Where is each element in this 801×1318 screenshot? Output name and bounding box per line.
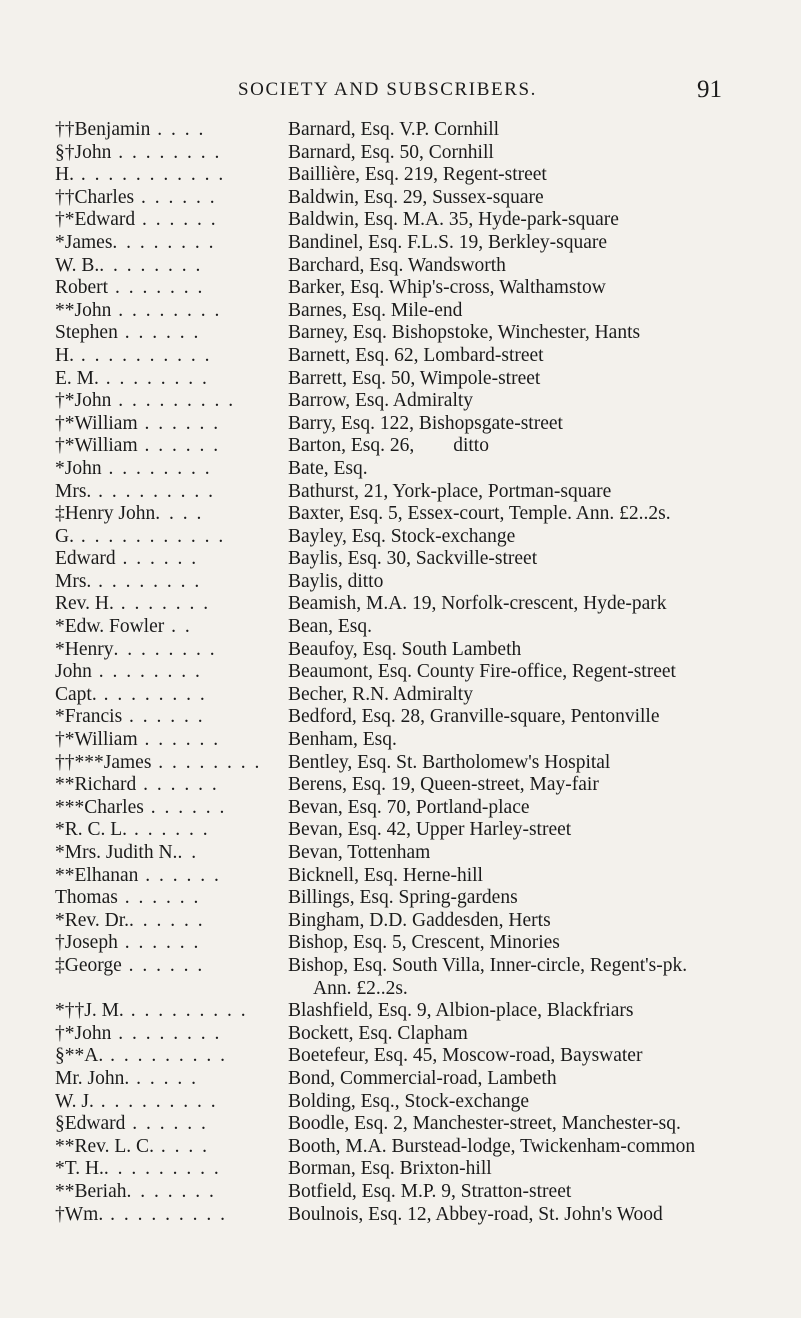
subscriber-name: *††J. M. . . . . . . . . . [55, 1000, 248, 1022]
subscriber-name: *Francis . . . . . . [55, 706, 205, 728]
subscriber-name: ††Benjamin . . . . [55, 119, 206, 140]
subscriber-name: E. M. . . . . . . . . [55, 367, 209, 389]
subscriber-detail: Bevan, Esq. 42, Upper Harley-street [288, 819, 572, 841]
subscriber-detail: Becher, R.N. Admiralty [288, 683, 473, 705]
list-item [0, 684, 801, 707]
subscriber-name: H. . . . . . . . . . . . [55, 164, 226, 186]
subscriber-detail: Botfield, Esq. M.P. 9, Stratton-street [288, 1180, 572, 1202]
list-item [0, 706, 801, 729]
list-item [0, 503, 801, 526]
list-item [0, 819, 801, 842]
subscriber-name: Robert . . . . . . . [55, 277, 205, 299]
subscriber-name: †*William . . . . . . [55, 435, 221, 457]
subscriber-name: John . . . . . . . . [55, 661, 202, 683]
subscriber-detail: Baillière, Esq. 219, Regent-street [288, 164, 547, 186]
subscriber-name: †*John . . . . . . . . . [55, 390, 236, 412]
subscriber-name: *Mrs. Judith N.. . [55, 842, 199, 863]
subscriber-detail: Borman, Esq. Brixton-hill [288, 1158, 492, 1180]
list-item [0, 1113, 801, 1136]
subscriber-detail: Baldwin, Esq. 29, Sussex-square [288, 186, 544, 208]
subscriber-detail: Bishop, Esq. 5, Crescent, Minories [288, 932, 560, 954]
list-item [0, 1136, 801, 1159]
subscriber-name: *James. . . . . . . . [55, 231, 216, 253]
running-title: SOCIETY AND SUBSCRIBERS. [238, 79, 538, 100]
subscriber-name: **Richard . . . . . . [55, 774, 219, 796]
subscriber-name: **Rev. L. C. . . . . [55, 1135, 209, 1157]
list-item [0, 955, 801, 978]
subscriber-detail: Beamish, M.A. 19, Norfolk-crescent, Hyde-park [288, 593, 667, 615]
subscriber-detail: Baldwin, Esq. M.A. 35, Hyde-park-square [288, 209, 619, 231]
list-item [0, 548, 801, 571]
subscriber-detail: Ann. £2..2s. [313, 977, 408, 999]
subscriber-name: **Beriah. . . . . . . [55, 1180, 216, 1202]
subscriber-detail: Barnett, Esq. 62, Lombard-street [288, 344, 544, 366]
subscriber-detail: Billings, Esq. Spring-gardens [288, 887, 518, 909]
list-item [0, 910, 801, 933]
list-item [0, 255, 801, 278]
subscriber-detail: Bockett, Esq. Clapham [288, 1022, 468, 1044]
list-item [0, 232, 801, 255]
subscriber-detail: Bandinel, Esq. F.L.S. 19, Berkley-square [288, 231, 608, 253]
subscriber-detail: Bishop, Esq. South Villa, Inner-circle, Regent's-pk. [288, 954, 688, 976]
subscriber-name: **John . . . . . . . . [55, 299, 222, 321]
page-number: 91 [697, 76, 722, 103]
subscriber-name: ***Charles . . . . . . [55, 796, 227, 818]
subscriber-name: †Wm. . . . . . . . . . [55, 1203, 227, 1225]
subscriber-name: ‡Henry John. . . . [55, 503, 204, 525]
subscriber-name: †*William . . . . . . [55, 412, 221, 434]
list-item [0, 368, 801, 391]
list-item [0, 729, 801, 752]
subscriber-detail: Bedford, Esq. 28, Granville-square, Pentonville [288, 706, 660, 728]
list-item [0, 458, 801, 481]
subscriber-detail: Beaufoy, Esq. South Lambeth [288, 638, 522, 660]
subscriber-name: *Rev. Dr.. . . . . . [55, 909, 205, 931]
subscriber-name: Thomas . . . . . . [55, 887, 201, 909]
list-item [0, 322, 801, 345]
subscriber-detail: Baylis, ditto [288, 570, 384, 592]
list-item [0, 390, 801, 413]
list-item [0, 1045, 801, 1068]
list-item [0, 661, 801, 684]
subscriber-detail: Barnard, Esq. V.P. Cornhill [288, 119, 500, 140]
list-item [0, 752, 801, 775]
subscriber-detail: Boodle, Esq. 2, Manchester-street, Manchester-sq. [288, 1113, 681, 1135]
list-item [0, 1204, 801, 1227]
subscriber-detail: Bayley, Esq. Stock-exchange [288, 525, 516, 547]
subscriber-name: *Edw. Fowler . . [55, 616, 192, 638]
subscriber-detail: Barney, Esq. Bishopstoke, Winchester, Hants [288, 322, 641, 344]
list-item [0, 142, 801, 165]
list-item [0, 797, 801, 820]
subscriber-detail: Bentley, Esq. St. Bartholomew's Hospital [288, 751, 611, 773]
list-item [0, 300, 801, 323]
subscriber-name: Capt. . . . . . . . . [55, 683, 207, 705]
list-item [0, 345, 801, 368]
subscriber-name: W. J. . . . . . . . . . [55, 1090, 218, 1112]
subscriber-name: H. . . . . . . . . . . [55, 344, 212, 366]
list-item [0, 1158, 801, 1181]
subscriber-detail: Boetefeur, Esq. 45, Moscow-road, Bayswater [288, 1045, 643, 1067]
list-item [0, 1023, 801, 1046]
subscriber-detail: Bathurst, 21, York-place, Portman-square [288, 480, 612, 502]
subscriber-detail: Blashfield, Esq. 9, Albion-place, Blackfriars [288, 1000, 634, 1022]
subscriber-name: *R. C. L. . . . . . . [55, 819, 210, 841]
list-item [0, 887, 801, 910]
list-item [0, 209, 801, 232]
subscriber-name: W. B.. . . . . . . . [55, 254, 203, 276]
list-item [0, 865, 801, 888]
subscriber-name: ‡George . . . . . . [55, 954, 205, 976]
subscriber-name: †Joseph . . . . . . [55, 932, 201, 954]
list-item [0, 571, 801, 594]
subscriber-name: Mr. John. . . . . . [55, 1067, 198, 1089]
subscriber-name: **Elhanan . . . . . . [55, 864, 221, 886]
list-item [0, 1068, 801, 1091]
subscriber-detail: Barnes, Esq. Mile-end [288, 299, 463, 321]
subscriber-name: †*Edward . . . . . . [55, 209, 218, 231]
subscriber-detail: Barchard, Esq. Wandsworth [288, 254, 506, 276]
list-item [0, 616, 801, 639]
subscriber-detail: Barry, Esq. 122, Bishopsgate-street [288, 412, 563, 434]
list-item [0, 639, 801, 662]
subscriber-name: Rev. H. . . . . . . . [55, 593, 211, 615]
list-item [0, 842, 801, 865]
list-item [0, 526, 801, 549]
subscriber-name: §†John . . . . . . . . [55, 141, 222, 163]
subscriber-detail: Berens, Esq. 19, Queen-street, May-fair [288, 774, 599, 796]
subscriber-name: *T. H.. . . . . . . . . [55, 1158, 221, 1180]
subscriber-detail: Bevan, Tottenham [288, 842, 431, 863]
page-header [0, 76, 801, 109]
subscriber-list [0, 119, 801, 1226]
subscriber-name: *John . . . . . . . . [55, 457, 212, 479]
subscriber-name: †*William . . . . . . [55, 729, 221, 751]
subscriber-detail: Bate, Esq. [288, 457, 368, 479]
list-item [0, 1000, 801, 1023]
subscriber-detail: Bean, Esq. [288, 616, 372, 638]
subscriber-name: Mrs. . . . . . . . . . [55, 480, 216, 502]
subscriber-detail: Boulnois, Esq. 12, Abbey-road, St. John's Wood [288, 1203, 663, 1225]
list-item-continuation [0, 978, 801, 1001]
subscriber-detail: Benham, Esq. [288, 729, 397, 751]
subscriber-name: §Edward . . . . . . [55, 1113, 208, 1135]
list-item [0, 1091, 801, 1114]
subscriber-name: †*John . . . . . . . . [55, 1022, 222, 1044]
list-item [0, 413, 801, 436]
subscriber-name: G. . . . . . . . . . . . [55, 525, 226, 547]
subscriber-detail: Bicknell, Esq. Herne-hill [288, 864, 483, 886]
subscriber-name: *Henry. . . . . . . . [55, 638, 217, 660]
subscriber-detail: Bingham, D.D. Gaddesden, Herts [288, 909, 551, 931]
subscriber-detail: Baylis, Esq. 30, Sackville-street [288, 548, 538, 570]
subscriber-detail: Baxter, Esq. 5, Essex-court, Temple. Ann. £2..2s. [288, 503, 671, 525]
subscriber-name: ††Charles . . . . . . [55, 186, 217, 208]
list-item [0, 187, 801, 210]
list-item [0, 932, 801, 955]
subscriber-detail: Bevan, Esq. 70, Portland-place [288, 796, 530, 818]
list-item [0, 119, 801, 142]
subscriber-name: ††***James . . . . . . . . [55, 751, 262, 773]
list-item [0, 277, 801, 300]
subscriber-name: Stephen . . . . . . [55, 322, 201, 344]
list-item [0, 593, 801, 616]
subscriber-name: Mrs. . . . . . . . . [55, 570, 202, 592]
subscriber-detail: Barton, Esq. 26, ditto [288, 435, 489, 457]
list-item [0, 435, 801, 458]
subscriber-detail: Barnard, Esq. 50, Cornhill [288, 141, 494, 163]
subscriber-detail: Bond, Commercial-road, Lambeth [288, 1067, 557, 1089]
subscriber-name: §**A. . . . . . . . . . [55, 1045, 227, 1067]
subscriber-name: Edward . . . . . . [55, 548, 199, 570]
list-item [0, 164, 801, 187]
subscriber-detail: Bolding, Esq., Stock-exchange [288, 1090, 529, 1112]
subscriber-detail: Booth, M.A. Burstead-lodge, Twickenham-common [288, 1135, 696, 1157]
subscriber-detail: Barrett, Esq. 50, Wimpole-street [288, 367, 541, 389]
list-item [0, 481, 801, 504]
list-item [0, 1181, 801, 1204]
list-item [0, 774, 801, 797]
subscriber-detail: Barker, Esq. Whip's-cross, Walthamstow [288, 277, 606, 299]
subscriber-detail: Barrow, Esq. Admiralty [288, 390, 474, 412]
subscriber-detail: Beaumont, Esq. County Fire-office, Regent-street [288, 661, 676, 683]
